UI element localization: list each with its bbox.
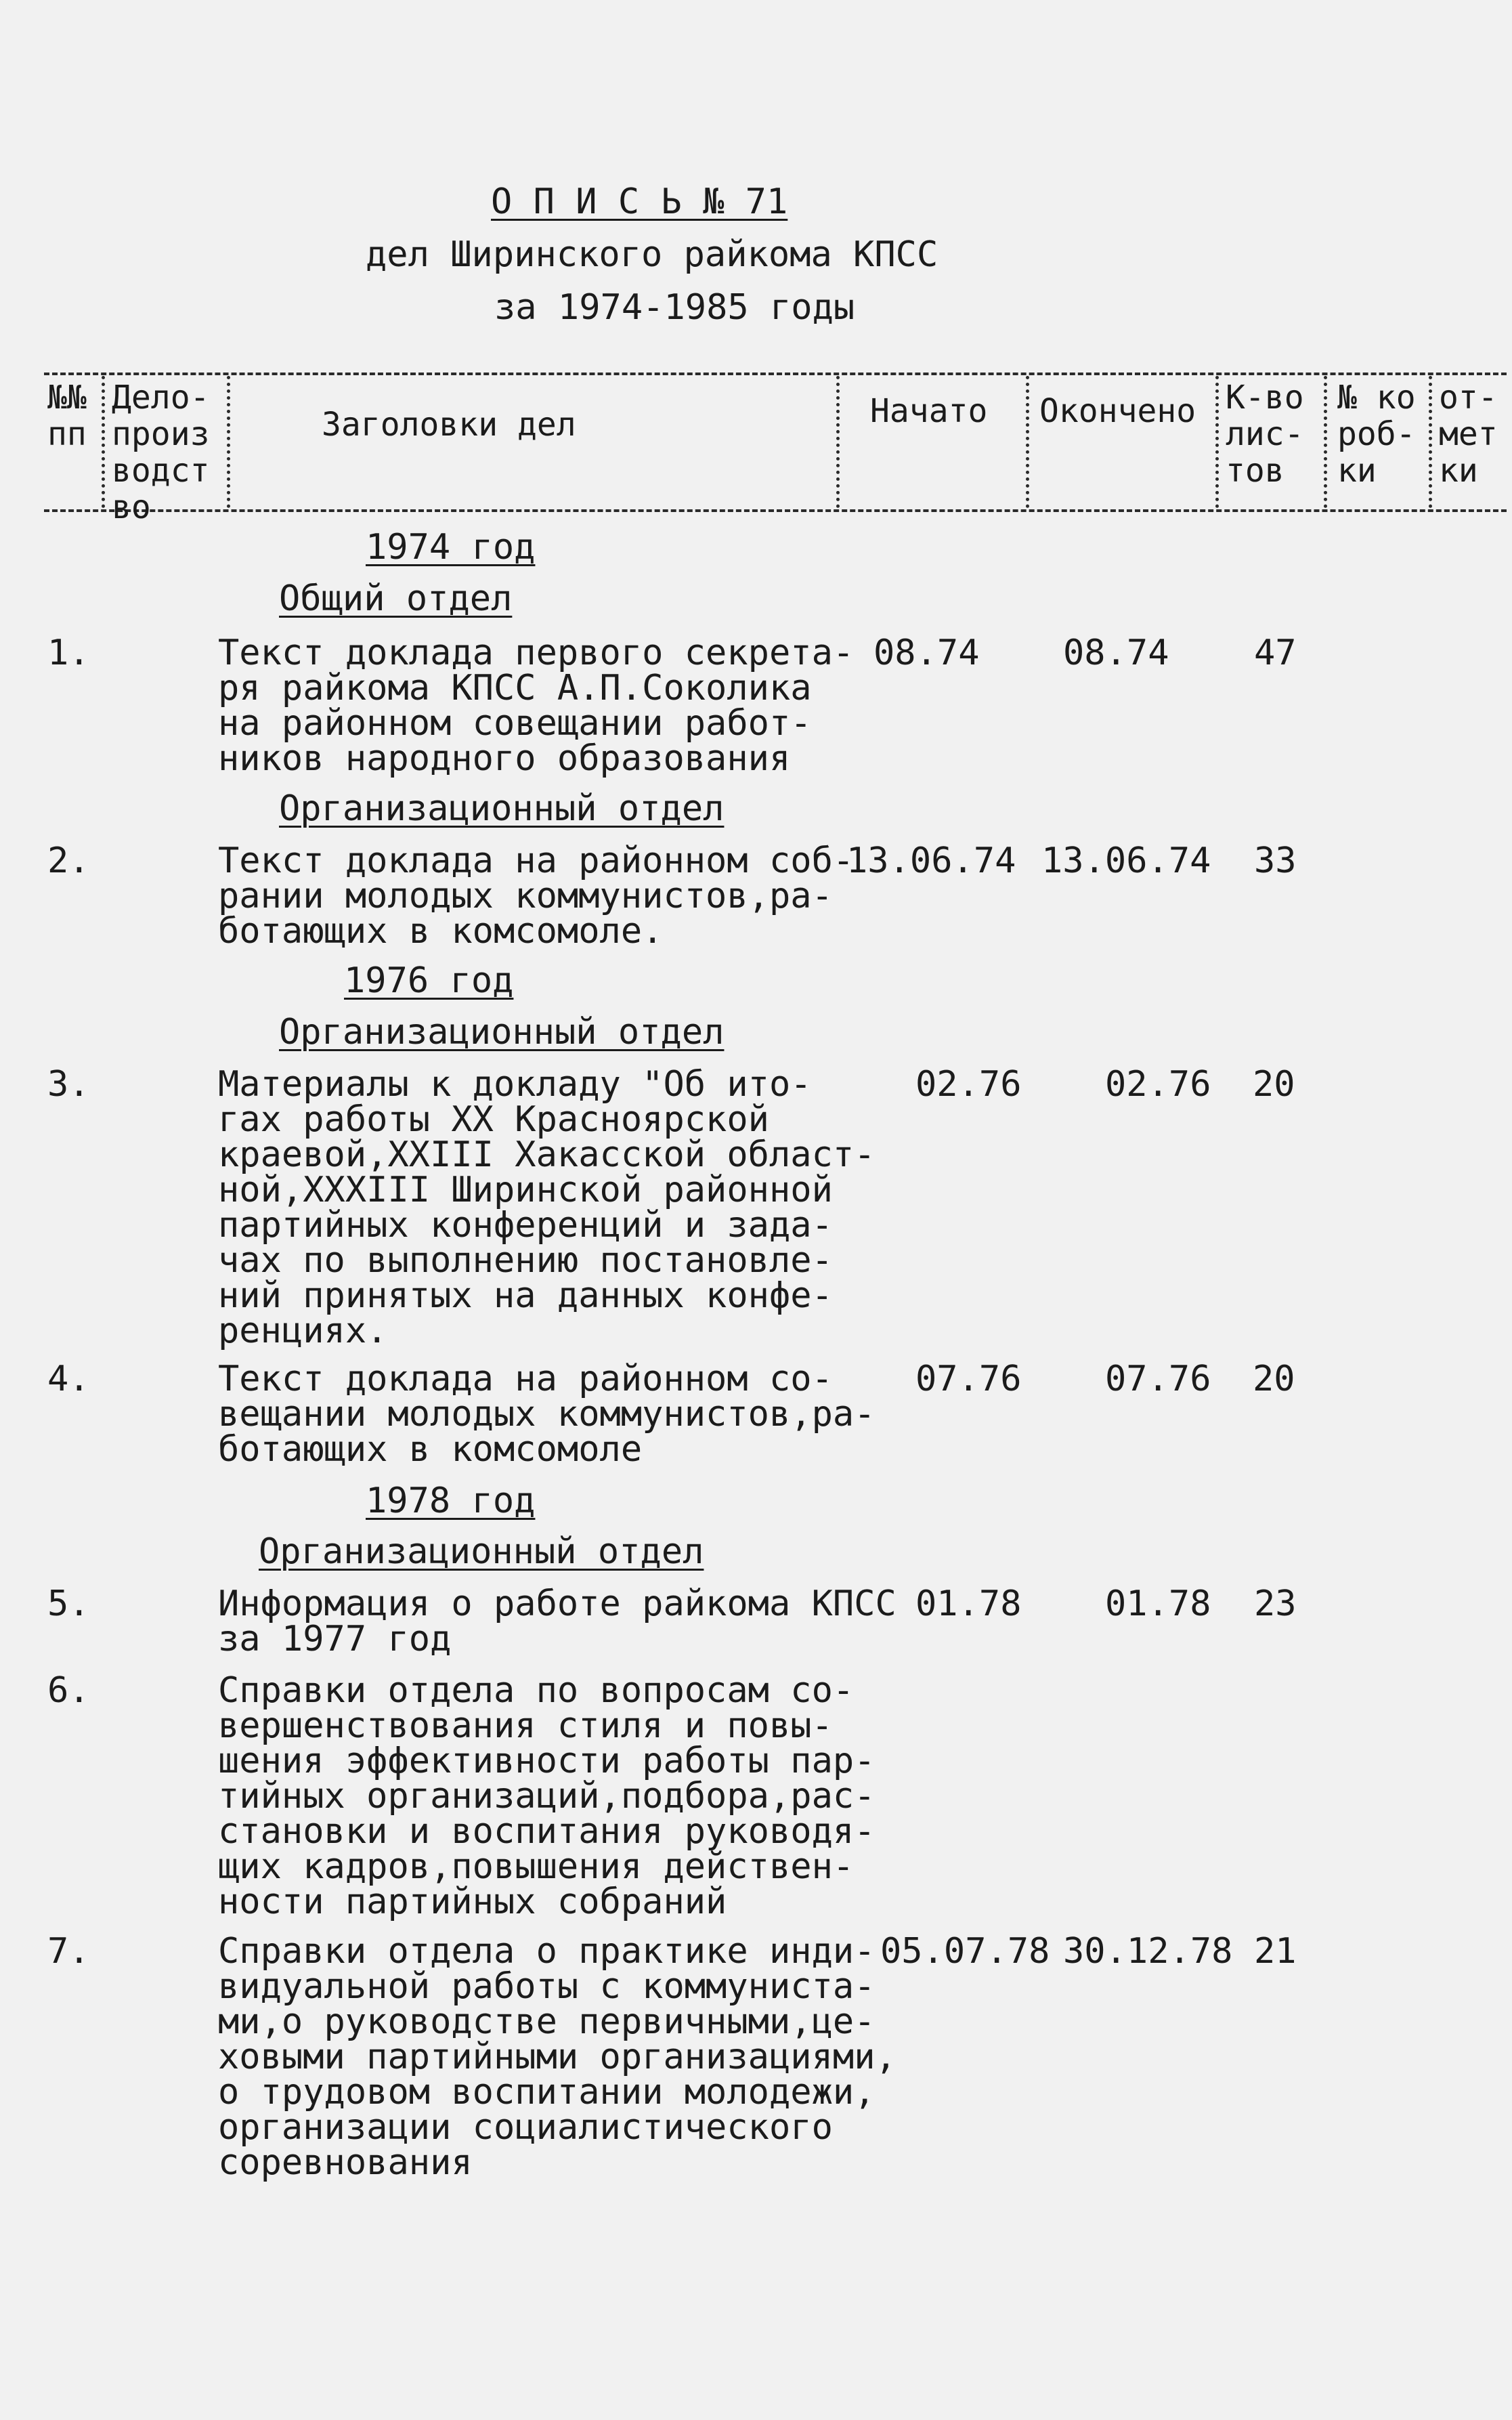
row-sheet-count: 33 <box>1254 841 1297 881</box>
row-title: Текст доклада на районном соб- рании молодых коммунистов,ра- ботающих в комсомоле. <box>218 841 855 952</box>
header-sep-6 <box>1324 376 1327 508</box>
row-start-date: 07.76 <box>915 1359 1022 1399</box>
col-header-start: Начато <box>870 392 988 430</box>
department-heading-organizational: Организационный отдел <box>279 1012 725 1053</box>
row-end-date: 13.06.74 <box>1041 841 1211 881</box>
year-heading-1978: 1978 год <box>366 1481 536 1521</box>
row-number: 5. <box>47 1584 90 1624</box>
inventory-heading: О П И С Ь № 71 <box>491 182 788 222</box>
col-header-sheets: К-во лис- тов <box>1226 379 1304 490</box>
row-start-date: 01.78 <box>915 1584 1022 1624</box>
inventory-subtitle: дел Ширинского райкома КПСС <box>366 234 938 275</box>
row-sheet-count: 21 <box>1254 1931 1297 1972</box>
row-title: Текст доклада первого секрета- ря райкома КПСС А.П.Соколика на районном совещании работ- ников народного образования <box>218 633 855 779</box>
row-start-date: 02.76 <box>915 1064 1022 1105</box>
inventory-period: за 1974-1985 годы <box>494 287 855 328</box>
row-title: Справки отдела о практике инди- видуальной работы с коммуниста- ми,о руководстве первичными,це- ховыми партийными организациями, о трудовом воспитании молодежи, организации социалистического соревнования <box>218 1931 897 2183</box>
row-number: 7. <box>47 1931 90 1972</box>
header-sep-7 <box>1429 376 1432 508</box>
row-number: 6. <box>47 1670 90 1711</box>
row-end-date: 08.74 <box>1063 633 1169 673</box>
row-title: Материалы к докладу "Об ито- гах работы XX Красноярской краевой,XXIII Хакасской област- ной,XXXIII Ширинской районной партийных конференций и зада- чах по выполнению постановле- ний принятых на данных конфе- ренциях. <box>218 1064 876 1351</box>
row-number: 4. <box>47 1359 90 1399</box>
row-title: Информация о работе райкома КПСС за 1977 год <box>218 1584 897 1659</box>
department-heading-organizational: Организационный отдел <box>259 1531 704 1572</box>
col-header-office: Дело- произ водст во <box>112 379 210 526</box>
col-header-titles: Заголовки дел <box>322 406 576 444</box>
col-header-number: №№ пп <box>47 379 87 453</box>
row-number: 1. <box>47 633 90 673</box>
header-sep-2 <box>227 376 230 508</box>
col-header-end: Окончено <box>1039 392 1196 430</box>
col-header-box: № ко роб- ки <box>1337 379 1416 490</box>
row-title: Текст доклада на районном со- вещании молодых коммунистов,ра- ботающих в комсомоле <box>218 1359 876 1470</box>
year-heading-1976: 1976 год <box>344 960 514 1001</box>
header-sep-3 <box>836 376 840 508</box>
col-header-notes: от- мет ки <box>1439 379 1498 490</box>
row-number: 2. <box>47 841 90 881</box>
row-sheet-count: 23 <box>1254 1584 1297 1624</box>
department-heading-general: Общий отдел <box>279 578 513 619</box>
department-heading-organizational: Организационный отдел <box>279 788 725 829</box>
row-end-date: 07.76 <box>1105 1359 1211 1399</box>
row-start-date: 05.07.78 <box>880 1931 1050 1972</box>
header-sep-4 <box>1026 376 1029 508</box>
row-end-date: 01.78 <box>1105 1584 1211 1624</box>
row-title: Справки отдела по вопросам со- вершенствования стиля и повы- шения эффективности работы пар- тийных организаций,подбора,рас- становки и воспитания руководя- щих кадров,повышения действен- ности партийных собраний <box>218 1670 876 1922</box>
header-sep-5 <box>1215 376 1219 508</box>
row-start-date: 13.06.74 <box>846 841 1016 881</box>
row-end-date: 30.12.78 <box>1063 1931 1233 1972</box>
row-number: 3. <box>47 1064 90 1105</box>
row-sheet-count: 20 <box>1253 1359 1295 1399</box>
row-end-date: 02.76 <box>1105 1064 1211 1105</box>
header-bottom-rule <box>44 509 1507 512</box>
header-top-rule <box>44 373 1507 375</box>
row-sheet-count: 20 <box>1253 1064 1295 1105</box>
row-start-date: 08.74 <box>873 633 980 673</box>
row-sheet-count: 47 <box>1254 633 1297 673</box>
header-sep-1 <box>102 376 105 508</box>
year-heading-1974: 1974 год <box>366 527 536 568</box>
